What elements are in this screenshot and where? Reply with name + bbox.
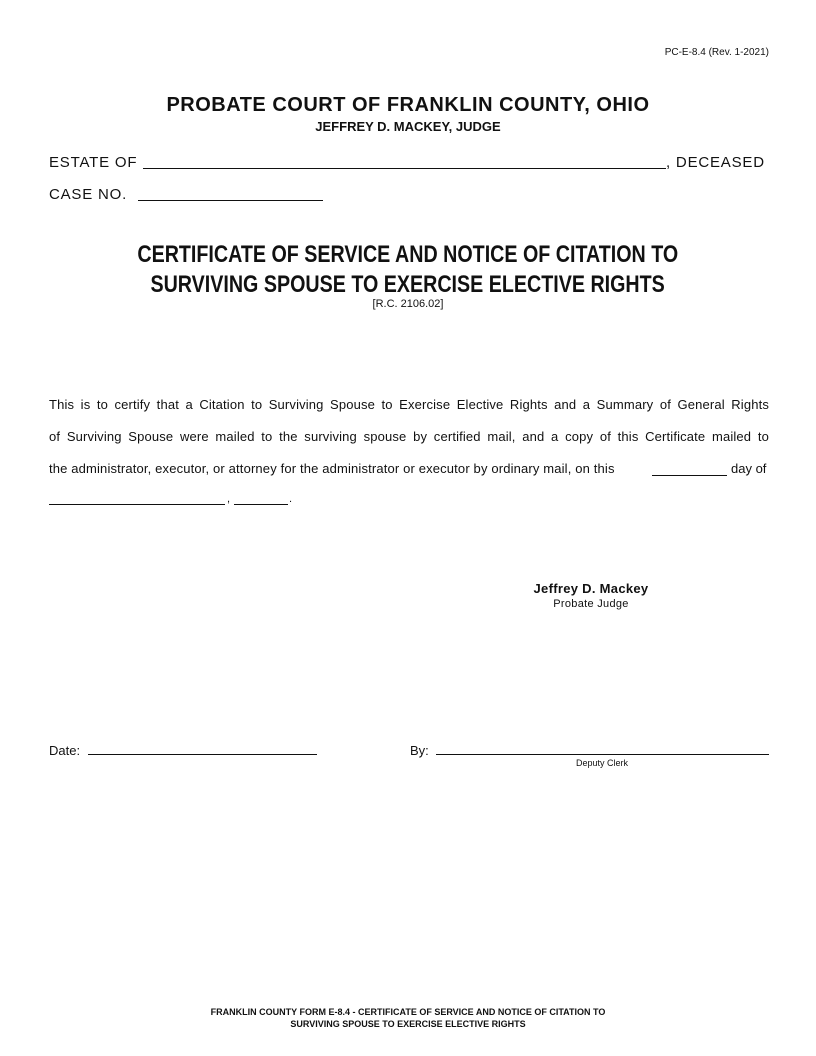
body-line-3: the administrator, executor, or attorney for the administrator or executor by ordinary mail, on this [49,461,615,476]
deputy-clerk-signature-field[interactable] [436,754,769,755]
deceased-label: , DECEASED [666,154,765,171]
estate-name-field[interactable] [143,168,666,169]
estate-label: ESTATE OF [49,154,138,171]
body-line-1: This is to certify that a Citation to Surviving Spouse to Exercise Elective Rights and a Summary of General Rights [49,397,769,412]
title-line-2-wrap [0,271,816,299]
month-field[interactable] [49,504,225,505]
court-name: PROBATE COURT OF FRANKLIN COUNTY, OHIO [166,94,650,116]
footer-line-2: SURVIVING SPOUSE TO EXERCISE ELECTIVE RIGHTS [290,1019,526,1029]
judge-name: JEFFREY D. MACKEY, JUDGE [315,119,501,134]
body-line-2: of Surviving Spouse were mailed to the surviving spouse by certified mail, and a copy of this Certificate mailed to [49,429,769,444]
year-field[interactable] [234,504,288,505]
day-of-label: day of [731,461,767,476]
case-number-label: CASE NO. [49,186,128,203]
judge-signature-name: Jeffrey D. Mackey [533,581,649,596]
judge-signature-title: Probate Judge [553,598,629,610]
footer-line-1: FRANKLIN COUNTY FORM E-8.4 - CERTIFICATE OF SERVICE AND NOTICE OF CITATION TO [210,1007,606,1017]
document-title-line-1: CERTIFICATE OF SERVICE AND NOTICE OF CITATION TO [137,241,679,268]
title-line-1-wrap [0,241,816,269]
case-number-field[interactable] [138,200,323,201]
date-label: Date: [49,743,81,758]
form-code: PC-E-8.4 (Rev. 1-2021) [664,47,769,58]
document-title-line-2: SURVIVING SPOUSE TO EXERCISE ELECTIVE RIGHTS [150,271,666,298]
deputy-clerk-caption: Deputy Clerk [575,758,629,768]
period: . [289,493,293,505]
by-label: By: [410,743,429,758]
comma: , [227,493,231,505]
day-field[interactable] [652,475,727,476]
statute-reference: [R.C. 2106.02] [372,298,444,310]
date-field[interactable] [88,754,317,755]
